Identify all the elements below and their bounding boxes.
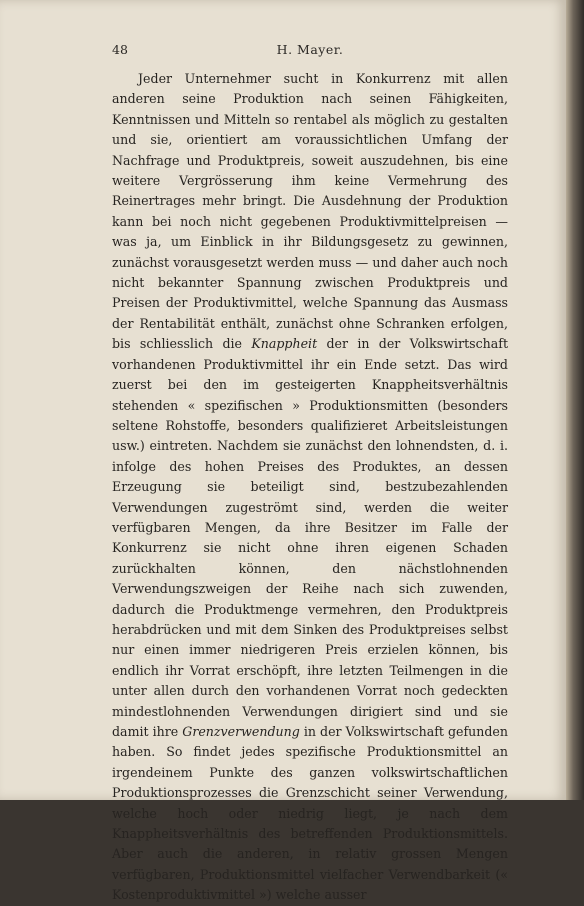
- book-spine-shadow: [566, 0, 584, 800]
- running-title: H. Mayer.: [276, 42, 344, 57]
- body-text-part-1: Jeder Unternehmer sucht in Konkurrenz mit allen anderen seine Produktion nach seinen Fähigkeiten, Kenntnissen und Mitteln so rentabel als möglich zu gestalten und sie, orientiert am voraussichtlichen Umfang der Nachfrage und Produktpreis, soweit auszudehnen, bis eine weitere Vergrösserung ihm keine Vermehrung des Reinertrages mehr bringt. Die Ausdehnung der Produktion kann bei noch nicht gegebenen Produktivmittelpreisen — was ja, um Einblick in ihr Bildungsgesetz zu gewinnen, zunächst vorausgesetzt werden muss — und daher auch noch nicht bekannter Spannung zwischen Produktpreis und Preisen der Produktivmittel, welche Spannung das Ausmass der Rentabilität enthält, zunächst ohne Schranken erfolgen, bis schliesslich die: [112, 71, 508, 352]
- body-text-part-2: der in der Volkswirtschaft vorhandenen Produktivmittel ihr ein Ende setzt. Das wird zuerst bei den im gesteigerten Knappheitsverhältnis stehenden « spezifischen » Produktionsmitten (besonders seltene Rohstoffe, besonders qualifizieret Arbeitsleistungen usw.) eintreten. Nachdem sie zunächst den lohnendsten, d. i. infolge des hohen Preises des Produktes, an dessen Erzeugung sie beteiligt sind, bestzubezahlenden Verwendungen zugeströmt sind, werden die weiter verfügbaren Mengen, da ihre Besitzer im Falle der Konkurrenz sie nicht ohne ihren eigenen Schaden zurückhalten können, den nächstlohnenden Verwendungszweigen der Reihe nach sich zuwenden, dadurch die Produktmenge vermehren, den Produktpreis herabdrücken und mit dem Sinken des Produktpreises selbst nur einen immer niedrigeren Preis erzielen können, bis endlich ihr Vorrat erschöpft, ihre letzten Teilmengen in die unter allen durch den vorhandenen Vorrat noch gedeckten mindestlohnenden Verwendungen dirigiert sind und sie damit ihre: [112, 336, 509, 739]
- body-text-part-3: in der Volkswirtschaft gefunden haben. So findet jedes spezifische Produktionsmittel an irgendeinem Punkte des ganzen volkswirtschaftlichen Produktionsprozesses die Grenzschicht seiner Verwendung, welche hoch oder niedrig liegt, je nach dem Knappheitsverhältnis des betreffenden Produktionsmittels. Aber auch die anderen, in relativ grossen Mengen verfügbaren, Produktionsmittel vielfacher Verwendbarkeit (« Kostenproduktivmittel ») welche ausser: [112, 724, 508, 903]
- page-header: [112, 42, 508, 60]
- emphasis-knappheit: Knappheit: [251, 336, 318, 352]
- body-paragraph: [112, 69, 508, 906]
- page-number: 48: [112, 42, 128, 57]
- emphasis-grenzverwendung: Grenzverwendung: [182, 724, 300, 739]
